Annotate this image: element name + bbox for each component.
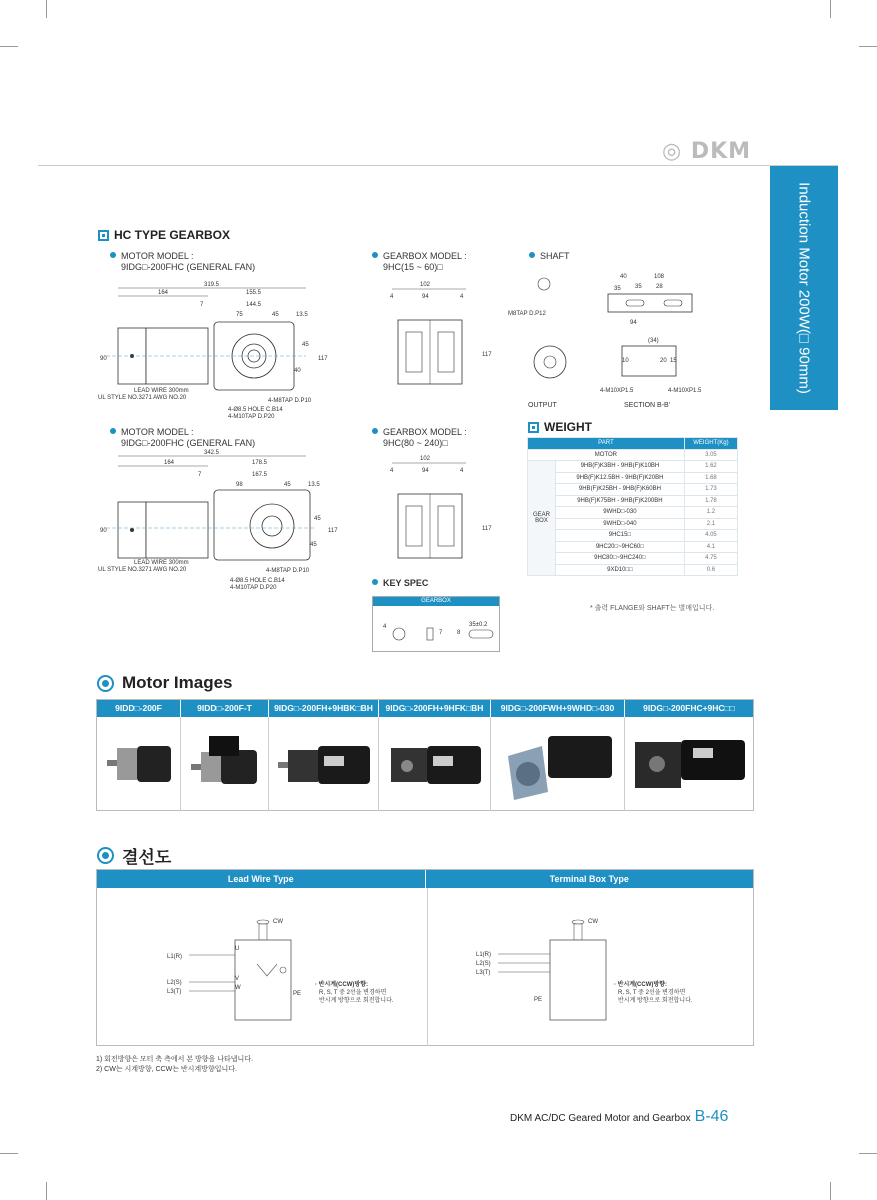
header-rule bbox=[38, 165, 838, 166]
svg-text:OUTPUT: OUTPUT bbox=[528, 402, 557, 409]
svg-text:20: 20 bbox=[660, 358, 667, 364]
svg-text:CW: CW bbox=[273, 919, 283, 925]
svg-text:45: 45 bbox=[314, 516, 321, 522]
svg-text:40: 40 bbox=[620, 274, 627, 280]
svg-text:(34): (34) bbox=[648, 338, 659, 344]
motor-photo bbox=[625, 717, 753, 811]
svg-text:U: U bbox=[235, 946, 240, 952]
svg-text:117: 117 bbox=[482, 526, 492, 532]
svg-text:LEAD WIRE 300mm: LEAD WIRE 300mm bbox=[134, 388, 189, 394]
motor-model-1: MOTOR MODEL : 9IDG□-200FHC (GENERAL FAN) bbox=[110, 251, 255, 273]
svg-text:CW: CW bbox=[588, 919, 598, 925]
svg-text:45: 45 bbox=[302, 342, 309, 348]
svg-text:94: 94 bbox=[422, 294, 429, 300]
weight-header-weight: WEIGHT(Kg) bbox=[684, 438, 737, 450]
target-icon bbox=[97, 675, 114, 692]
svg-text:4: 4 bbox=[390, 294, 394, 300]
img-col-header: 9IDD□-200F-T bbox=[181, 700, 269, 717]
svg-text:10: 10 bbox=[622, 358, 629, 364]
svg-text:94: 94 bbox=[422, 468, 429, 474]
footer-text: DKM AC/DC Geared Motor and Gearbox bbox=[510, 1113, 691, 1124]
svg-text:7: 7 bbox=[200, 302, 204, 308]
svg-text:PE: PE bbox=[534, 997, 543, 1003]
weight-title: WEIGHT bbox=[528, 420, 592, 434]
svg-text:28: 28 bbox=[656, 284, 663, 290]
key-spec-title: KEY SPEC bbox=[372, 578, 428, 589]
lead-wire-header: Lead Wire Type bbox=[97, 870, 426, 888]
svg-text:4: 4 bbox=[390, 468, 394, 474]
table-row: 9XD10□□ 0.6 bbox=[528, 564, 738, 576]
motor-photo bbox=[97, 717, 181, 811]
svg-text:L1(R): L1(R) bbox=[167, 954, 183, 960]
svg-text:L2(S): L2(S) bbox=[167, 980, 182, 986]
table-row: 9HB(F)K12.5BH - 9HB(F)K20BH 1.68 bbox=[528, 472, 738, 484]
svg-text:M8TAP D.P12: M8TAP D.P12 bbox=[508, 311, 546, 317]
crop-mark bbox=[830, 1182, 831, 1200]
hc-section-title: HC TYPE GEARBOX bbox=[98, 228, 230, 242]
svg-text:35±0.2: 35±0.2 bbox=[469, 622, 488, 628]
svg-text:4-M10TAP D.P20: 4-M10TAP D.P20 bbox=[230, 585, 277, 591]
svg-text:4: 4 bbox=[383, 624, 387, 630]
crop-mark bbox=[0, 1153, 18, 1154]
wiring-table bbox=[96, 869, 754, 1046]
table-row: MOTOR 3.05 bbox=[528, 449, 738, 461]
motor-images-table bbox=[96, 699, 754, 811]
img-col-header: 9IDG□-200FWH+9WHD□-030 bbox=[491, 700, 625, 717]
svg-text:4-M8TAP D.P10: 4-M8TAP D.P10 bbox=[266, 568, 310, 574]
wiring-title: 결선도 bbox=[97, 843, 171, 868]
svg-text:L1(R): L1(R) bbox=[476, 952, 492, 958]
terminal-box-header: Terminal Box Type bbox=[549, 874, 629, 884]
table-row: 9WHD□-030 1.2 bbox=[528, 507, 738, 519]
motor-drawing-1 bbox=[96, 280, 336, 420]
crop-mark bbox=[46, 0, 47, 18]
gearbox-model-2: GEARBOX MODEL : 9HC(80 ~ 240)□ bbox=[372, 427, 467, 449]
brand-logo: ◎ DKM bbox=[662, 139, 752, 164]
svg-text:4: 4 bbox=[460, 294, 464, 300]
crop-mark bbox=[46, 1182, 47, 1200]
key-spec-drawing bbox=[373, 606, 499, 650]
gearbox-model-1: GEARBOX MODEL : 9HC(15 ~ 60)□ bbox=[372, 251, 467, 273]
img-col-header: 9IDG□-200FH+9HBK□BH bbox=[269, 700, 379, 717]
svg-text:40: 40 bbox=[294, 368, 301, 374]
svg-text:98: 98 bbox=[236, 482, 243, 488]
shaft-drawing bbox=[504, 268, 704, 418]
svg-text:155.5: 155.5 bbox=[246, 290, 262, 296]
svg-text:UL STYLE NO.3271 AWG NO.20: UL STYLE NO.3271 AWG NO.20 bbox=[98, 567, 187, 573]
crop-mark bbox=[830, 0, 831, 18]
svg-text:· 반시계(CCW)방향:: · 반시계(CCW)방향: bbox=[315, 982, 368, 988]
svg-text:7: 7 bbox=[439, 630, 443, 636]
weight-note: * 출력 FLANGE와 SHAFT는 별매입니다. bbox=[590, 605, 715, 612]
svg-text:167.5: 167.5 bbox=[252, 472, 268, 478]
page-number: B-46 bbox=[694, 1108, 729, 1125]
svg-text:4-M10XP1.5: 4-M10XP1.5 bbox=[668, 388, 702, 394]
key-spec-header: GEARBOX bbox=[373, 597, 499, 606]
svg-text:R, S, T 중 2선을 변경하면: R, S, T 중 2선을 변경하면 bbox=[319, 990, 387, 996]
svg-text:13.5: 13.5 bbox=[296, 312, 308, 318]
svg-text:45: 45 bbox=[310, 542, 317, 548]
footnote: 1) 회전방향은 모터 축 측에서 본 방향을 나타냅니다. bbox=[96, 1056, 254, 1063]
terminal-box-diagram bbox=[428, 888, 756, 1046]
svg-text:13.5: 13.5 bbox=[308, 482, 320, 488]
svg-text:4-M8TAP D.P10: 4-M8TAP D.P10 bbox=[268, 398, 312, 404]
svg-text:LEAD WIRE 300mm: LEAD WIRE 300mm bbox=[134, 560, 189, 566]
footnotes bbox=[96, 1055, 253, 1075]
crop-mark bbox=[859, 1153, 877, 1154]
crop-mark bbox=[859, 46, 877, 47]
img-col-header: 9IDD□-200F bbox=[97, 700, 181, 717]
lead-wire-diagram bbox=[97, 888, 428, 1046]
svg-text:4-M10TAP D.P20: 4-M10TAP D.P20 bbox=[228, 414, 275, 420]
gearbox-group-label: GEAR BOX bbox=[528, 461, 556, 576]
svg-text:8: 8 bbox=[457, 630, 461, 636]
motor-drawing-2 bbox=[96, 448, 336, 596]
svg-text:SECTION B-B': SECTION B-B' bbox=[624, 402, 671, 409]
table-row: 9HB(F)K75BH - 9HB(F)K200BH 1.78 bbox=[528, 495, 738, 507]
svg-text:342.5: 342.5 bbox=[204, 450, 220, 456]
svg-text:94: 94 bbox=[630, 320, 637, 326]
svg-text:117: 117 bbox=[482, 352, 492, 358]
svg-text:L2(S): L2(S) bbox=[476, 961, 491, 967]
svg-text:4-Ø8.5 HOLE C.B14: 4-Ø8.5 HOLE C.B14 bbox=[230, 578, 285, 584]
weight-header-part: PART bbox=[528, 438, 685, 450]
svg-text:45: 45 bbox=[272, 312, 279, 318]
svg-text:144.5: 144.5 bbox=[246, 302, 262, 308]
table-row: GEAR BOX 9HB(F)K3BH - 9HB(F)K10BH 1.62 bbox=[528, 461, 738, 473]
svg-text:V: V bbox=[235, 976, 240, 982]
svg-text:35: 35 bbox=[635, 284, 642, 290]
svg-text:35: 35 bbox=[614, 286, 621, 292]
gearbox-drawing-1 bbox=[364, 280, 494, 400]
motor-images-title: Motor Images bbox=[97, 673, 233, 693]
side-tab-label: Induction Motor 200W(□ 90mm) bbox=[795, 182, 813, 394]
svg-text:15: 15 bbox=[670, 358, 677, 364]
img-col-header: 9IDG□-200FHC+9HC□□ bbox=[643, 703, 735, 713]
motor-photo bbox=[491, 717, 625, 811]
svg-text:90: 90 bbox=[100, 528, 107, 534]
motor-photo bbox=[379, 717, 491, 811]
motor-model-2: MOTOR MODEL : 9IDG□-200FHC (GENERAL FAN) bbox=[110, 427, 255, 449]
svg-text:4-Ø8.5 HOLE C.B14: 4-Ø8.5 HOLE C.B14 bbox=[228, 407, 283, 413]
weight-table bbox=[527, 437, 738, 576]
gearbox-drawing-2 bbox=[364, 454, 494, 564]
svg-text:102: 102 bbox=[420, 456, 431, 462]
table-row: 9HC80□~9HC240□ 4.75 bbox=[528, 553, 738, 565]
svg-text:L3(T): L3(T) bbox=[476, 970, 491, 976]
svg-text:117: 117 bbox=[318, 356, 328, 362]
table-row: 9HC20□~9HC60□ 4.1 bbox=[528, 541, 738, 553]
svg-text:108: 108 bbox=[654, 274, 665, 280]
svg-text:319.5: 319.5 bbox=[204, 282, 220, 288]
svg-text:164: 164 bbox=[164, 460, 175, 466]
svg-text:4-M10XP1.5: 4-M10XP1.5 bbox=[600, 388, 634, 394]
key-spec-box bbox=[372, 596, 500, 652]
svg-text:164: 164 bbox=[158, 290, 169, 296]
svg-text:90: 90 bbox=[100, 356, 107, 362]
crop-mark bbox=[0, 46, 18, 47]
table-row: 9HC15□ 4.05 bbox=[528, 530, 738, 542]
table-row: 9WHD□-040 2.1 bbox=[528, 518, 738, 530]
svg-text:L3(T): L3(T) bbox=[167, 989, 182, 995]
table-row: 9HB(F)K25BH - 9HB(F)K60BH 1.73 bbox=[528, 484, 738, 496]
footnote: 2) CW는 시계방향, CCW는 반시계방향입니다. bbox=[96, 1066, 237, 1073]
svg-text:PE: PE bbox=[293, 991, 302, 997]
square-icon bbox=[528, 422, 539, 433]
svg-text:102: 102 bbox=[420, 282, 431, 288]
svg-text:· 반시계(CCW)방향:: · 반시계(CCW)방향: bbox=[614, 982, 667, 988]
img-col-header: 9IDG□-200FH+9HFK□BH bbox=[379, 700, 491, 717]
svg-text:4: 4 bbox=[460, 468, 464, 474]
svg-text:178.5: 178.5 bbox=[252, 460, 268, 466]
svg-text:R, S, T 중 2선을 변경하면: R, S, T 중 2선을 변경하면 bbox=[618, 990, 686, 996]
page-footer bbox=[510, 1108, 728, 1126]
target-icon bbox=[97, 847, 114, 864]
motor-photo bbox=[269, 717, 379, 811]
svg-text:117: 117 bbox=[328, 528, 338, 534]
svg-text:W: W bbox=[235, 985, 241, 991]
svg-text:반시계 방향으로 회전합니다.: 반시계 방향으로 회전합니다. bbox=[618, 998, 693, 1004]
svg-text:반시계 방향으로 회전합니다.: 반시계 방향으로 회전합니다. bbox=[319, 998, 394, 1004]
motor-photo bbox=[181, 717, 269, 811]
svg-text:45: 45 bbox=[284, 482, 291, 488]
svg-text:UL STYLE NO.3271 AWG NO.20: UL STYLE NO.3271 AWG NO.20 bbox=[98, 395, 187, 401]
shaft-label: SHAFT bbox=[529, 251, 570, 262]
svg-text:75: 75 bbox=[236, 312, 243, 318]
square-icon bbox=[98, 230, 109, 241]
svg-text:7: 7 bbox=[198, 472, 202, 478]
